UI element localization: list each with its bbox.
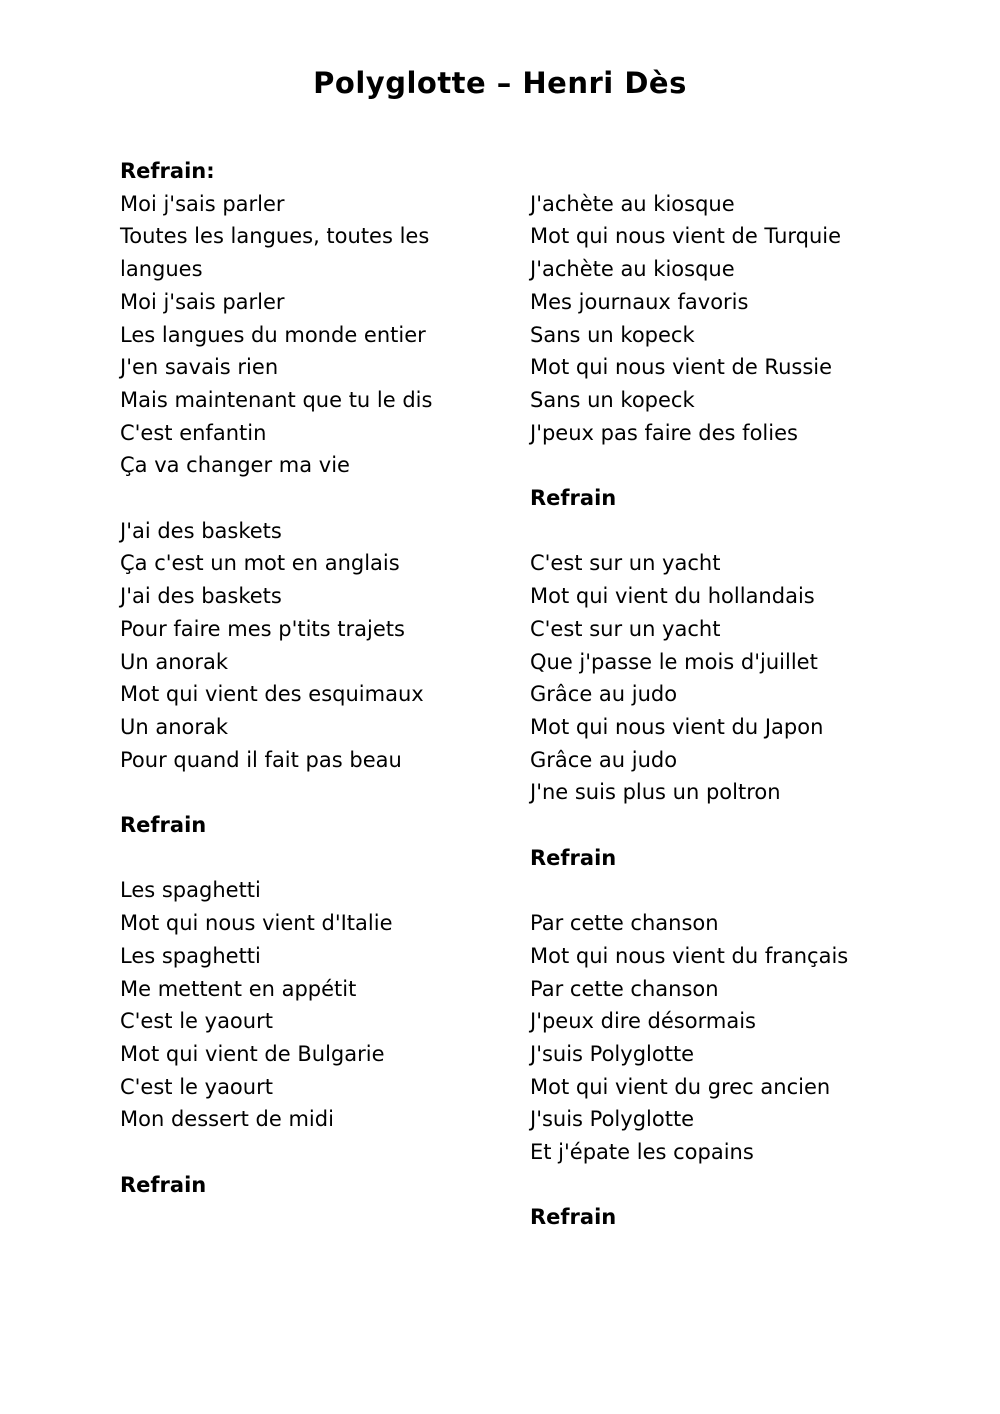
lyric-line: J'peux dire désormais bbox=[530, 1009, 756, 1034]
lyric-line: Mot qui nous vient du français bbox=[530, 943, 849, 968]
lyric-line: Mot qui vient du hollandais bbox=[530, 584, 815, 609]
lyric-line: J'ne suis plus un poltron bbox=[530, 780, 781, 805]
lyric-line: J'suis Polyglotte bbox=[530, 1041, 695, 1066]
lyric-line: Pour quand il fait pas beau bbox=[120, 747, 402, 772]
lyric-line: Mot qui nous vient de Russie bbox=[530, 355, 833, 380]
lyric-line: Moi j'sais parler bbox=[120, 191, 285, 216]
lyric-line: Par cette chanson bbox=[530, 911, 719, 936]
lyric-line: Un anorak bbox=[120, 714, 229, 739]
lyric-line: J'suis Polyglotte bbox=[530, 1107, 695, 1132]
lyric-line: Sans un kopeck bbox=[530, 322, 695, 347]
refrain-heading: Refrain: bbox=[120, 159, 215, 183]
lyric-line: Mot qui nous vient du Japon bbox=[530, 714, 824, 739]
lyric-line: Ça va changer ma vie bbox=[120, 453, 350, 478]
lyric-line: C'est enfantin bbox=[120, 420, 267, 445]
lyric-line: J'ai des baskets bbox=[120, 584, 282, 609]
refrain-heading: Refrain bbox=[530, 486, 617, 510]
lyric-line: Que j'passe le mois d'juillet bbox=[530, 649, 818, 674]
lyric-line: Par cette chanson bbox=[530, 976, 719, 1001]
lyric-line: Toutes les langues, toutes les bbox=[120, 224, 430, 249]
lyric-line: Mot qui vient des esquimaux bbox=[120, 682, 424, 707]
lyric-line: Mot qui vient du grec ancien bbox=[530, 1074, 831, 1099]
lyric-line: Grâce au judo bbox=[530, 747, 678, 772]
lyric-line: Me mettent en appétit bbox=[120, 976, 357, 1001]
lyric-line: Moi j'sais parler bbox=[120, 289, 285, 314]
lyric-line: langues bbox=[120, 257, 203, 282]
refrain-heading: Refrain bbox=[120, 813, 207, 837]
lyric-line: J'peux pas faire des folies bbox=[530, 420, 798, 445]
lyric-line: Mot qui nous vient de Turquie bbox=[530, 224, 842, 249]
lyric-line: Pour faire mes p'tits trajets bbox=[120, 616, 405, 641]
lyric-line: J'en savais rien bbox=[120, 355, 279, 380]
page-title: Polyglotte – Henri Dès bbox=[313, 66, 687, 100]
lyric-line: Sans un kopeck bbox=[530, 387, 695, 412]
lyric-line: C'est le yaourt bbox=[120, 1009, 273, 1034]
lyric-line: Un anorak bbox=[120, 649, 229, 674]
lyric-line: C'est sur un yacht bbox=[530, 616, 721, 641]
lyric-line: Et j'épate les copains bbox=[530, 1140, 754, 1164]
lyric-line: Mais maintenant que tu le dis bbox=[120, 387, 433, 412]
lyric-line: J'ai des baskets bbox=[120, 518, 282, 543]
lyric-line: Grâce au judo bbox=[530, 682, 678, 707]
lyric-line: Mon dessert de midi bbox=[120, 1107, 334, 1132]
lyric-line: J'achète au kiosque bbox=[530, 257, 735, 282]
refrain-heading: Refrain bbox=[530, 1205, 617, 1230]
lyric-line: Mot qui vient de Bulgarie bbox=[120, 1041, 385, 1066]
refrain-heading: Refrain bbox=[120, 1172, 207, 1197]
lyric-line: C'est sur un yacht bbox=[530, 551, 721, 576]
lyric-line: Les langues du monde entier bbox=[120, 322, 426, 347]
lyric-line: Ça c'est un mot en anglais bbox=[120, 551, 400, 576]
lyric-line: Les spaghetti bbox=[120, 878, 261, 903]
lyric-line: C'est le yaourt bbox=[120, 1074, 273, 1099]
lyric-line: Mot qui nous vient d'Italie bbox=[120, 911, 393, 936]
refrain-heading: Refrain bbox=[530, 845, 617, 870]
lyric-line: Mes journaux favoris bbox=[530, 289, 749, 314]
lyric-line: Les spaghetti bbox=[120, 943, 261, 968]
lyric-line: J'achète au kiosque bbox=[530, 191, 735, 216]
